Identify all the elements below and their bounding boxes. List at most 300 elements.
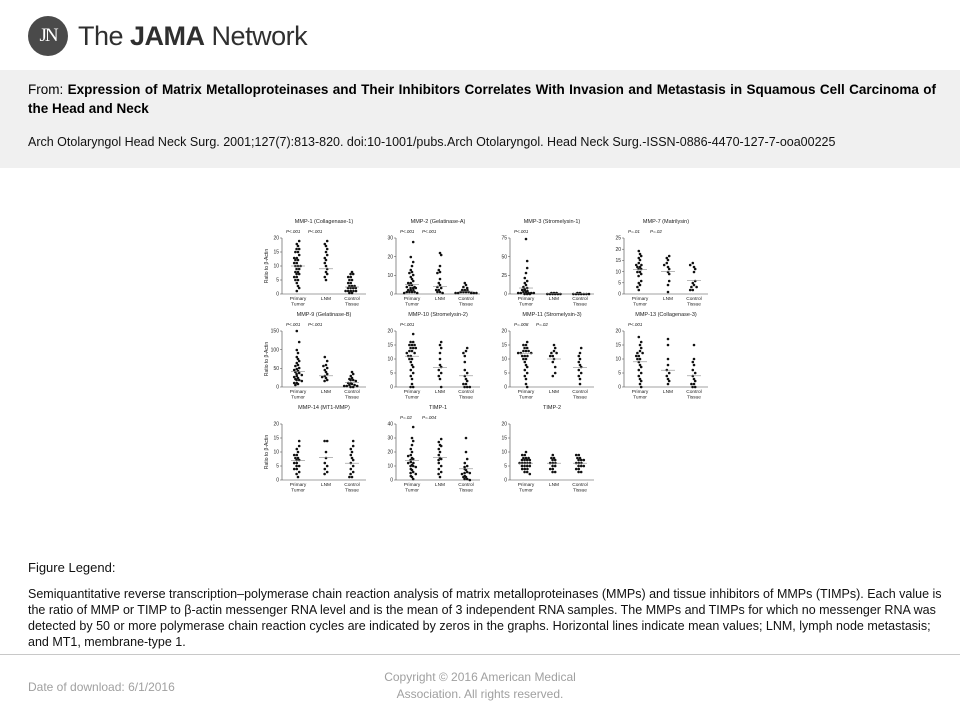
data-point (533, 292, 536, 295)
chart-title: MMP-2 (Gelatinase-A) (410, 219, 466, 225)
data-point (572, 293, 575, 296)
data-point (690, 383, 693, 386)
y-tick-label: 25 (501, 273, 507, 280)
data-point (297, 259, 300, 262)
data-point (555, 352, 558, 355)
data-point (439, 284, 442, 287)
data-point (640, 255, 643, 258)
data-point (552, 375, 555, 378)
data-point (343, 385, 346, 388)
data-point (692, 369, 695, 372)
y-tick-label: 0 (504, 384, 507, 391)
data-point (668, 280, 671, 283)
data-point (522, 358, 525, 361)
data-point (526, 468, 529, 471)
data-point (639, 344, 642, 347)
category-label: LNM (434, 297, 446, 302)
data-point (523, 471, 526, 474)
y-tick-label: 20 (615, 246, 621, 253)
data-point (580, 372, 583, 375)
data-point (350, 468, 353, 471)
data-point (437, 473, 440, 476)
data-point (411, 344, 414, 347)
data-point (636, 352, 639, 355)
data-point (350, 454, 353, 457)
data-point (410, 369, 413, 372)
jn-logo-badge: JN (28, 16, 68, 56)
data-point (412, 341, 415, 344)
category-label: Tissue (573, 302, 587, 308)
data-point (408, 291, 411, 294)
data-point (693, 358, 696, 361)
data-point (524, 369, 527, 372)
data-point (583, 465, 586, 468)
data-point (326, 240, 329, 243)
data-point (415, 466, 418, 469)
y-tick-label: 10 (387, 356, 393, 363)
data-point (409, 347, 412, 350)
data-point (440, 341, 443, 344)
data-point (554, 366, 557, 369)
category-label: LNM (434, 390, 446, 395)
data-point (638, 336, 641, 339)
data-point (553, 350, 556, 353)
p-value: P=.008 (514, 322, 529, 327)
data-point (526, 355, 529, 358)
data-point (466, 458, 469, 461)
data-point (526, 341, 529, 344)
data-point (439, 278, 442, 281)
y-tick-label: 0 (618, 291, 621, 298)
data-point (692, 289, 695, 292)
data-point (412, 426, 415, 429)
data-point (577, 471, 580, 474)
data-point (640, 372, 643, 375)
data-point (298, 379, 301, 382)
data-point (352, 471, 355, 474)
category-label: Primary (517, 390, 535, 395)
data-point (638, 262, 641, 265)
data-point (411, 358, 414, 361)
data-point (464, 462, 467, 465)
y-tick-label: 0 (390, 477, 393, 484)
p-value: P=.02 (536, 322, 548, 327)
data-point (296, 282, 299, 285)
data-point (411, 291, 414, 294)
data-point (326, 440, 329, 443)
p-value: P<.001 (308, 229, 323, 234)
data-point (440, 254, 443, 257)
data-point (296, 276, 299, 279)
data-point (523, 459, 526, 462)
data-point (577, 459, 580, 462)
data-point (636, 358, 639, 361)
data-point (297, 383, 300, 386)
y-tick-label: 0 (276, 477, 279, 484)
data-point (297, 364, 300, 367)
data-point (667, 259, 670, 262)
data-point (526, 471, 529, 474)
data-point (439, 451, 442, 454)
data-point (296, 462, 299, 465)
data-point (529, 459, 532, 462)
y-tick-label: 150 (270, 328, 279, 335)
data-point (692, 361, 695, 364)
data-point (439, 352, 442, 355)
category-label: Primary (631, 297, 649, 302)
data-point (529, 473, 532, 476)
data-point (523, 347, 526, 350)
category-label: Control (458, 297, 474, 302)
data-point (549, 355, 552, 358)
data-point (295, 379, 298, 382)
data-point (473, 292, 476, 295)
data-point (352, 459, 355, 462)
chart-panel-3 (501, 219, 594, 308)
category-label: Tissue (345, 395, 359, 401)
data-point (667, 291, 670, 294)
data-point (526, 366, 529, 369)
data-point (466, 347, 469, 350)
data-point (440, 287, 443, 290)
data-point (640, 280, 643, 283)
y-tick-label: 100 (270, 347, 279, 354)
data-point (409, 472, 412, 475)
data-point (640, 380, 643, 383)
data-point (465, 437, 468, 440)
category-label: LNM (320, 390, 332, 395)
data-point (350, 448, 353, 451)
data-point (440, 347, 443, 350)
data-point (637, 275, 640, 278)
data-point (411, 284, 414, 287)
data-point (415, 473, 418, 476)
p-value: P<.001 (400, 322, 415, 327)
data-point (436, 291, 439, 294)
data-point (293, 454, 296, 457)
data-point (666, 262, 669, 265)
category-label: Tumor (519, 302, 533, 308)
data-point (294, 279, 297, 282)
data-point (344, 290, 347, 293)
y-tick-label: 5 (504, 370, 507, 377)
data-point (298, 471, 301, 474)
data-point (326, 273, 329, 276)
data-point (410, 375, 413, 378)
data-point (412, 478, 415, 481)
data-point (524, 375, 527, 378)
data-point (410, 361, 413, 364)
data-point (637, 268, 640, 271)
chart-panel-5 (264, 312, 366, 401)
data-point (410, 448, 413, 451)
category-label: Control (344, 297, 360, 302)
data-point (295, 473, 298, 476)
data-point (635, 355, 638, 358)
category-label: Primary (289, 390, 307, 395)
data-point (521, 468, 524, 471)
y-tick-label: 30 (387, 435, 393, 442)
data-point (639, 350, 642, 353)
data-point (323, 380, 326, 383)
data-point (640, 341, 643, 344)
data-point (352, 386, 355, 389)
data-point (347, 276, 350, 279)
data-point (412, 440, 415, 443)
data-point (412, 471, 415, 474)
data-point (412, 280, 415, 283)
y-tick-label: 40 (387, 421, 393, 428)
data-point (411, 383, 414, 386)
data-point (326, 360, 329, 363)
data-point (439, 271, 442, 274)
data-point (356, 385, 359, 388)
data-point (325, 457, 328, 460)
data-point (580, 366, 583, 369)
y-tick-label: 15 (501, 342, 507, 349)
category-label: LNM (548, 390, 560, 395)
data-point (463, 386, 466, 389)
data-point (296, 349, 299, 352)
category-label: Tissue (345, 302, 359, 308)
data-point (636, 271, 639, 274)
data-point (407, 462, 410, 465)
data-point (551, 459, 554, 462)
data-point (554, 465, 557, 468)
data-point (325, 259, 328, 262)
data-point (524, 355, 527, 358)
data-point (668, 273, 671, 276)
p-value: P=.02 (650, 229, 662, 234)
data-point (351, 451, 354, 454)
data-point (580, 293, 583, 296)
data-point (297, 352, 300, 355)
data-point (578, 361, 581, 364)
category-label: LNM (434, 483, 446, 488)
data-point (523, 465, 526, 468)
data-point (640, 273, 643, 276)
data-point (412, 333, 415, 336)
y-tick-label: 20 (387, 328, 393, 335)
y-tick-label: 20 (501, 421, 507, 428)
category-label: Control (572, 483, 588, 488)
y-tick-label: 10 (615, 269, 621, 276)
data-point (294, 259, 297, 262)
p-value: P<.001 (308, 322, 323, 327)
data-point (346, 385, 349, 388)
data-point (693, 271, 696, 274)
data-point (552, 355, 555, 358)
category-label: Primary (403, 297, 421, 302)
data-point (667, 344, 670, 347)
data-point (436, 286, 439, 289)
data-point (524, 468, 527, 471)
data-point (325, 265, 328, 268)
p-value: P<.001 (400, 229, 415, 234)
category-label: Tumor (291, 395, 305, 401)
data-point (412, 274, 415, 277)
data-point (575, 468, 578, 471)
data-point (640, 366, 643, 369)
p-value: P<.001 (286, 322, 301, 327)
data-point (348, 476, 351, 479)
data-point (522, 344, 525, 347)
data-point (578, 355, 581, 358)
data-point (298, 248, 301, 251)
category-label: Primary (289, 483, 307, 488)
data-point (525, 238, 528, 241)
data-point (439, 476, 442, 479)
data-point (663, 264, 666, 267)
data-point (520, 292, 523, 295)
data-point (406, 291, 409, 294)
category-label: Primary (517, 483, 535, 488)
chart-panel-11 (501, 405, 594, 494)
data-point (296, 290, 299, 293)
data-point (462, 383, 465, 386)
data-point (526, 459, 529, 462)
data-point (293, 462, 296, 465)
category-label: Primary (403, 390, 421, 395)
p-value: P<.001 (514, 229, 529, 234)
data-point (297, 476, 300, 479)
y-tick-label: 5 (390, 370, 393, 377)
data-point (325, 251, 328, 254)
data-point (408, 272, 411, 275)
data-point (295, 273, 298, 276)
data-point (668, 372, 671, 375)
category-label: LNM (320, 483, 332, 488)
chart-panel-6 (387, 312, 480, 401)
chart-panel-8 (615, 312, 708, 401)
data-point (524, 361, 527, 364)
data-point (577, 293, 580, 296)
data-point (551, 471, 554, 474)
data-point (438, 448, 441, 451)
chart-title: TIMP-1 (428, 405, 448, 411)
category-label: Tissue (573, 488, 587, 494)
data-point (355, 290, 358, 293)
data-point (298, 273, 301, 276)
data-point (465, 383, 468, 386)
y-tick-label: 10 (615, 356, 621, 363)
category-label: Primary (403, 483, 421, 488)
data-point (525, 344, 528, 347)
data-point (352, 440, 355, 443)
category-label: Control (344, 390, 360, 395)
data-point (578, 454, 581, 457)
data-point (437, 459, 440, 462)
data-point (588, 293, 591, 296)
data-point (325, 245, 328, 248)
data-point (294, 365, 297, 368)
y-tick-label: 5 (276, 463, 279, 470)
y-tick-label: 15 (387, 342, 393, 349)
data-point (324, 462, 327, 465)
data-point (412, 458, 415, 461)
data-point (579, 378, 582, 381)
data-point (554, 347, 557, 350)
data-point (326, 254, 329, 257)
data-point (575, 454, 578, 457)
data-point (351, 383, 354, 386)
data-point (408, 350, 411, 353)
data-point (639, 259, 642, 262)
data-point (440, 372, 443, 375)
category-label: Tissue (573, 395, 587, 401)
y-axis-label: Ratio to β-Actin (264, 248, 270, 284)
data-point (469, 386, 472, 389)
y-tick-label: 15 (615, 258, 621, 265)
data-point (409, 465, 412, 468)
data-point (294, 384, 297, 387)
data-point (412, 261, 415, 264)
data-point (530, 352, 533, 355)
data-point (464, 355, 467, 358)
data-point (413, 352, 416, 355)
data-point (297, 245, 300, 248)
data-point (348, 292, 351, 295)
data-point (465, 284, 468, 287)
data-point (585, 293, 588, 296)
data-point (554, 471, 557, 474)
data-point (690, 286, 693, 289)
category-label: Tumor (633, 395, 647, 401)
data-point (463, 478, 466, 481)
data-point (667, 338, 670, 341)
data-point (469, 479, 472, 482)
y-tick-label: 10 (387, 463, 393, 470)
data-point (640, 347, 643, 350)
data-point (552, 468, 555, 471)
data-point (440, 471, 443, 474)
data-point (408, 344, 411, 347)
figure-legend-title: Figure Legend: (28, 560, 116, 575)
p-value: P=.004 (422, 415, 437, 420)
data-point (694, 268, 697, 271)
data-point (526, 293, 529, 296)
data-point (412, 347, 415, 350)
data-point (475, 292, 478, 295)
data-point (325, 364, 328, 367)
category-label: Control (458, 390, 474, 395)
category-label: Control (344, 483, 360, 488)
data-point (410, 256, 413, 259)
y-tick-label: 20 (387, 254, 393, 261)
data-point (296, 330, 299, 333)
data-point (298, 240, 301, 243)
y-tick-label: 0 (390, 384, 393, 391)
data-point (351, 476, 354, 479)
data-point (412, 366, 415, 369)
data-point (298, 254, 301, 257)
data-point (298, 372, 301, 375)
data-point (526, 267, 529, 270)
data-point (464, 369, 467, 372)
data-point (694, 280, 697, 283)
data-point (326, 465, 329, 468)
y-tick-label: 0 (276, 384, 279, 391)
data-point (529, 465, 532, 468)
data-point (689, 264, 692, 267)
data-point (296, 448, 299, 451)
data-point (298, 287, 301, 290)
data-point (583, 459, 586, 462)
data-point (550, 352, 553, 355)
journal-reference: Arch Otolaryngol Head Neck Surg. 2001;127(7):813-820. doi:10-1001/pubs.Arch Otolaryngol. Head Neck Surg.-ISSN-0886-4470-127-7-ooa00225 (28, 135, 836, 149)
data-point (523, 293, 526, 296)
data-point (553, 344, 556, 347)
